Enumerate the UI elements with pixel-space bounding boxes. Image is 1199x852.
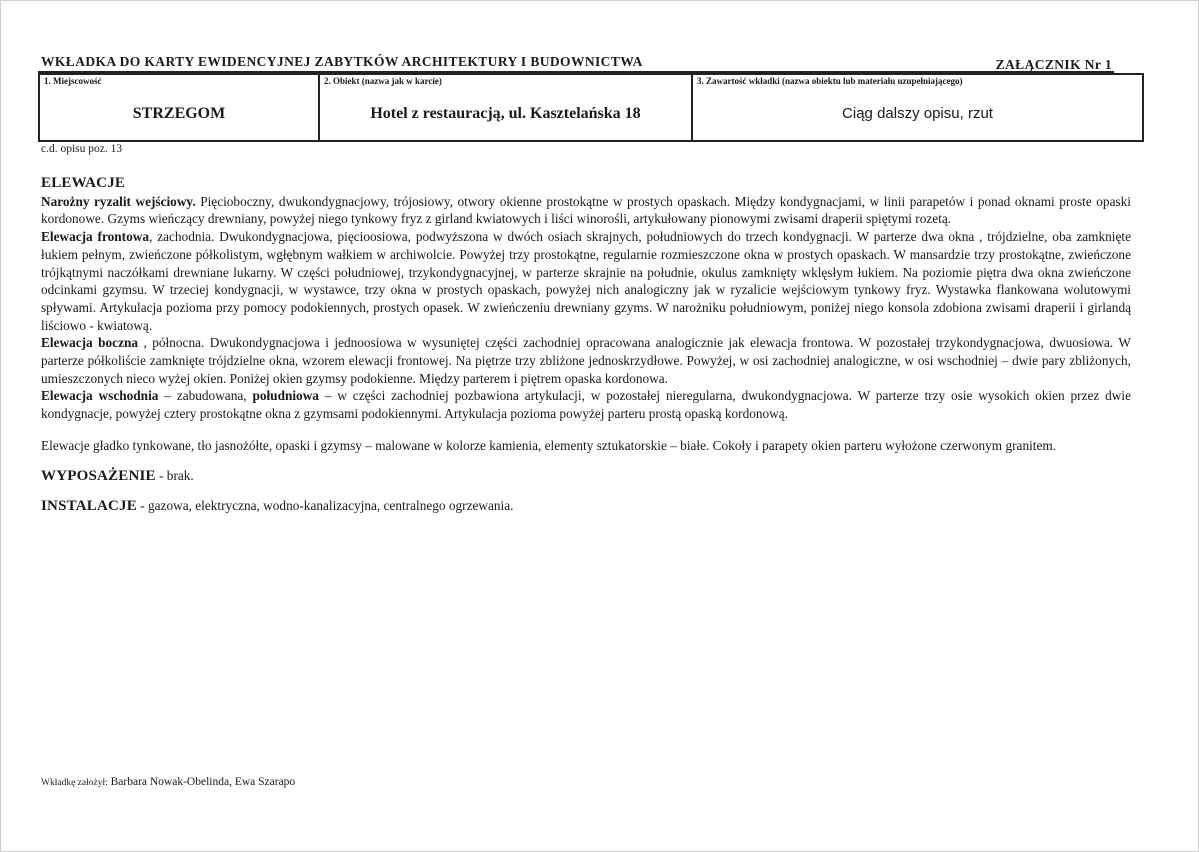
header-boxes [38, 73, 1144, 142]
footer-names: Barbara Nowak-Obelinda, Ewa Szarapo [107, 776, 296, 788]
paragraph-lead: Elewacja frontowa [41, 229, 150, 245]
footer-label: Wkładkę założył: [41, 778, 108, 788]
paragraph-lead: Narożny ryzalit wejściowy. [41, 193, 196, 209]
form-title: WKŁADKA DO KARTY EWIDENCYJNEJ ZABYTKÓW ARCHITEKTURY I BUDOWNICTWA [41, 54, 643, 69]
installations-text: - gazowa, elektryczna, wodno-kanalizacyjna, centralnego ogrzewania. [136, 498, 514, 514]
paragraph-text: , północna. Dwukondygnacjowa i jednoosiowa w wysuniętej części zachodniej opracowana analogicznie jak elewacja frontowa. W pozostałej trzykondygnacjowa, dwuosiowa. W parterze półkoliście zamknięte trójdzielne okna, wzorem elewacji frontowej. Na piętrze trzy zbliżone jednoskrzydłowe. Powyżej, w osi zachodniej analogiczne, w osi wschodniej – dwie pary zbliżonych, umieszczonych nieco wyżej okien. Poniżej okien gzymsy podokienne. Między parterem i piętrem opaska kordonowa. [41, 335, 1131, 386]
paragraph-text: – zabudowana, [158, 388, 253, 404]
spacer [41, 423, 1131, 437]
equipment-heading: WYPOSAŻENIE [41, 467, 156, 484]
paragraph-finishes: Elewacje gładko tynkowane, tło jasnożółte, opaski i gzymsy – malowane w kolorze kamienia, elementy sztukatorskie – białe. Cokoły i parapety okien parteru wyłożone czerwonym granitem. [41, 437, 1057, 453]
paragraph-east-south-elevation [41, 387, 1131, 422]
paragraph-corner-avant-corps [41, 193, 1131, 228]
paragraph-installations [41, 497, 1131, 516]
continuation-note: c.d. opisu poz. 13 [41, 143, 123, 155]
paragraph-lead: Elewacja wschodnia [41, 388, 159, 404]
object-box [319, 74, 692, 141]
paragraph-front-elevation [41, 228, 1131, 334]
contents-label: 3. Zawartość wkładki (nazwa obiektu lub materiału uzupełniającego) [697, 76, 963, 86]
contents-box [692, 74, 1143, 141]
paragraph-lead: południowa [252, 388, 319, 404]
elevations-heading: ELEWACJE [41, 175, 126, 191]
spacer [41, 455, 1131, 467]
spacer [41, 485, 1131, 497]
locality-value: STRZEGOM [132, 105, 226, 122]
object-label: 2. Obiekt (nazwa jak w karcie) [324, 76, 442, 86]
locality-box [39, 74, 319, 141]
annex-number: ZAŁĄCZNIK Nr 1 [995, 57, 1112, 72]
paragraph-text: – w części zachodniej pozbawiona artykulacji, w pozostałej nieregularna, dwukondygnacjowa. W parterze trzy osie wysokich okien przez dwie kondygnacje, powyżej cztery prostokątne okna z gzymsami podokiennymi. Artykulacja pozioma powyżej parteru prostą opaską kordonową. [41, 388, 1131, 422]
description-body [41, 175, 1131, 516]
equipment-text: - brak. [155, 467, 194, 483]
paragraph-text: , zachodnia. Dwukondygnacjowa, pięcioosiowa, podwyższona w dwóch osiach skrajnych, południowych do trzech kondygnacji. W parterze dwa okna , trójdzielne, oba zamknięte łukiem pełnym, zwieńczone półkolistym, wgłębnym wałkiem w archiwolcie. Powyżej trzy prostokątne, regularnie rozmieszczone okna w prostych opaskach. W mansardzie trzy prostokątne, zwieńczone trójkątnymi naczółkami drewniane lukarny. W części południowej, trzykondygnacyjnej, w parterze skrajnie na południe, okulus zamknięty wklęsłym łukiem. Na poziomie piętra dwa okna zwieńczone odcinkami gzymsu. W trzeciej kondygnacji, w wystawce, trzy okna w prostych opaskach, powyżej nich analogiczny jak w ryzalicie wejściowym tynkowy fryz. Wystawka flankowana wolutowymi spływami. Artykulacja pozioma przy pomocy podokiennych, prostych opasek. W zwieńczeniu drewniany gzyms. W narożniku południowym, poniżej niego konsola zdobiona zwisami draperii i girlandą liściowo - kwiatową. [41, 229, 1131, 333]
contents-value: Ciąg dalszy opisu, rzut [842, 105, 993, 122]
paragraph-lead: Elewacja boczna [41, 335, 139, 351]
paragraph-side-elevation [41, 334, 1131, 387]
object-value: Hotel z restauracją, ul. Kasztelańska 18 [370, 105, 641, 122]
paragraph-text: Pięcioboczny, dwukondygnacjowy, trójosiowy, otwory okienne prostokątne w prostych opaskach. Między kondygnacjami, w linii parapetów i ponad oknami proste opaski kordonowe. Gzyms wieńczący drewniany, powyżej niego tynkowy fryz z girland kwiatowych i liści winorośli, artykułowany pionowymi zwisami draperii spiętymi rozetą. [41, 193, 1131, 227]
locality-label: 1. Miejscowość [44, 76, 102, 86]
footer-authors [41, 776, 295, 788]
installations-heading: INSTALACJE [41, 498, 137, 515]
paragraph-equipment [41, 467, 1131, 486]
